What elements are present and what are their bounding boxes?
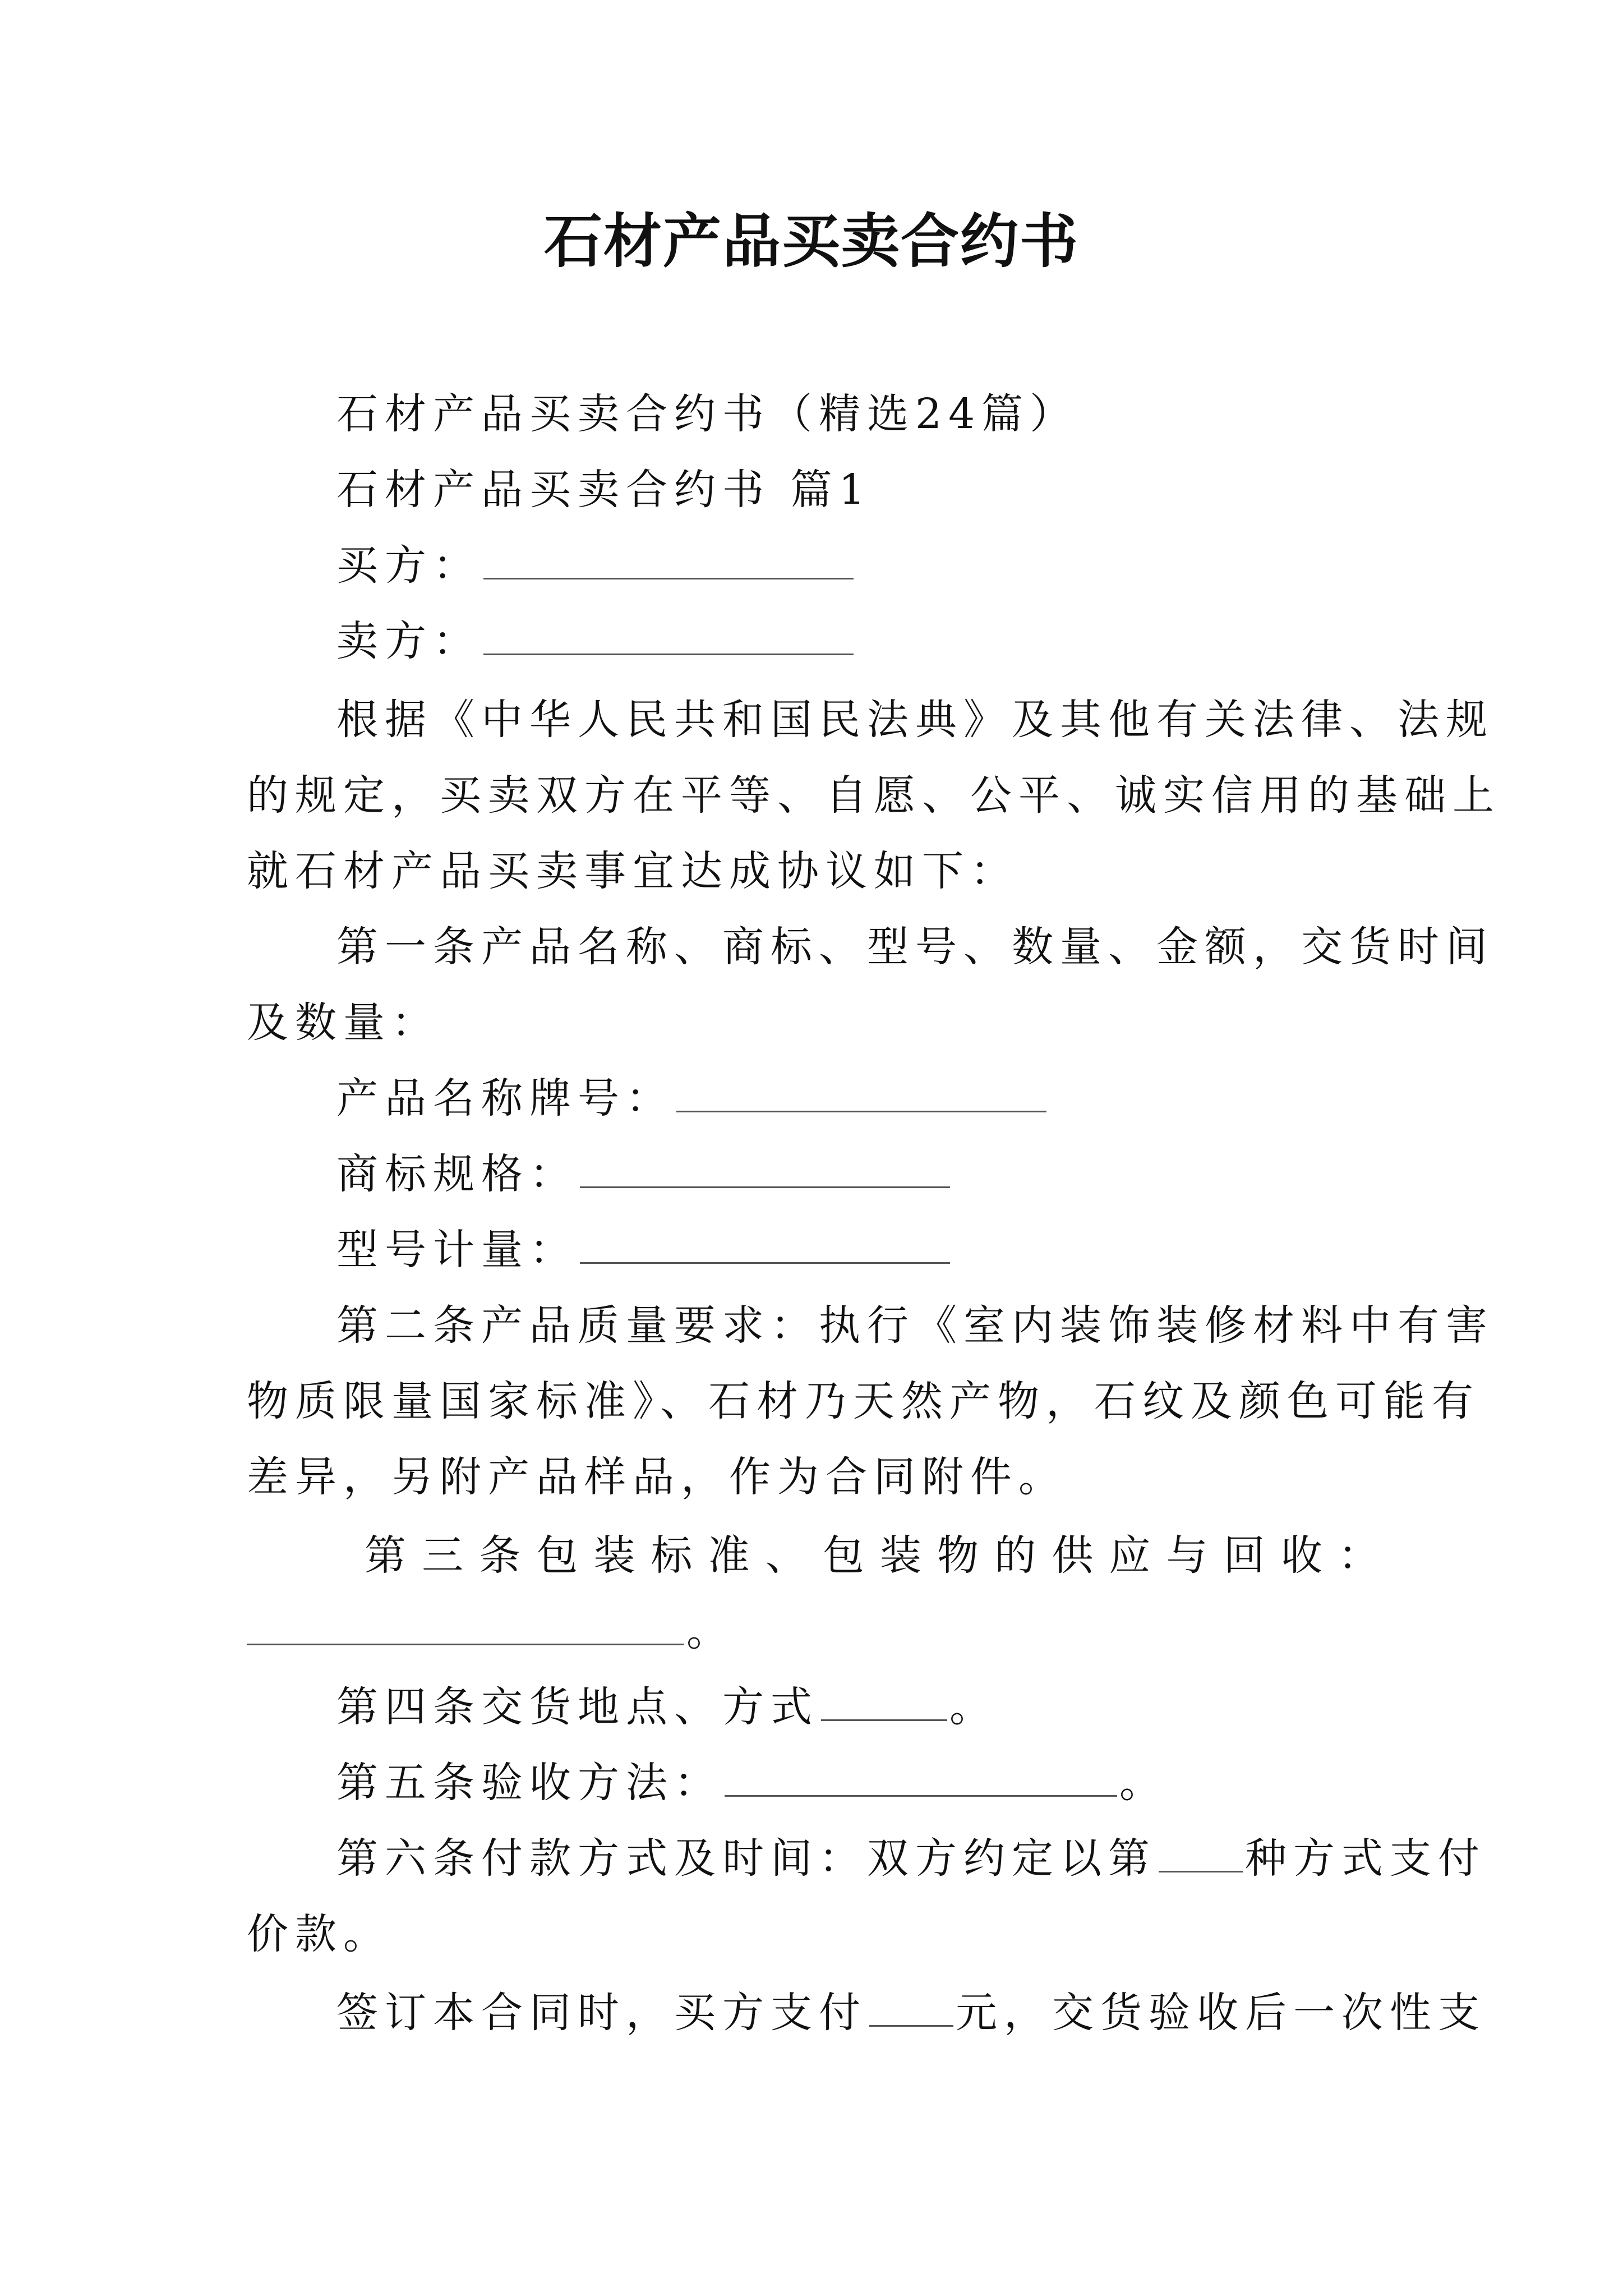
article-6-text-b: 种方式支付	[1245, 1834, 1486, 1883]
product-name-label: 产品名称牌号：	[336, 1074, 674, 1122]
article-6-text-a: 第六条付款方式及时间：双方约定以第	[336, 1834, 1156, 1883]
intro-line-1: 根据《中华人民共和国民法典》及其他有关法律、法规	[336, 696, 1494, 744]
article-3-line-1	[365, 1529, 1380, 1582]
article-3-char: 包	[822, 1531, 864, 1580]
article-3-char: 与	[1166, 1531, 1208, 1580]
buyer-line	[336, 539, 856, 592]
brand-spec-blank	[580, 1147, 950, 1188]
article-3-char: 第	[365, 1531, 406, 1580]
article-2-line-2: 物质限量国家标准》、石材乃天然产物，石纹及颜色可能有	[247, 1377, 1480, 1425]
document-title: 石材产品买卖合约书	[543, 206, 1079, 275]
article-3-char: 回	[1223, 1531, 1265, 1580]
product-name-line	[336, 1071, 1049, 1125]
article-3-char: 装	[879, 1531, 921, 1580]
article-6-line-1	[336, 1832, 1486, 1885]
intro-line-3: 就石材产品买卖事宜达成协议如下：	[247, 847, 1018, 895]
signing-line	[336, 1986, 1486, 2040]
document-subtitle: 石材产品买卖合约书（精选24篇）	[336, 390, 1078, 438]
article-3-char: 包	[536, 1531, 578, 1580]
article-3-char: 三	[422, 1531, 464, 1580]
article-2-line-1: 第二条产品质量要求：执行《室内装饰装修材料中有害	[336, 1301, 1494, 1350]
article-5-blank	[725, 1756, 1117, 1797]
article-4-blank	[821, 1680, 947, 1721]
intro-line-2: 的规定，买卖双方在平等、自愿、公平、诚实信用的基础上	[247, 771, 1501, 820]
model-qty-blank	[580, 1223, 950, 1264]
signing-blank	[869, 1986, 953, 2027]
article-3-char: 收	[1280, 1531, 1322, 1580]
section-heading: 石材产品买卖合约书 篇1	[336, 466, 872, 514]
buyer-label: 买方：	[336, 541, 481, 590]
article-3-char: 供	[1052, 1531, 1094, 1580]
article-3-char: 应	[1109, 1531, 1151, 1580]
article-3-char: 准	[708, 1531, 750, 1580]
article-3-char: 物	[937, 1531, 979, 1580]
article-4-period: 。	[949, 1683, 998, 1731]
article-1-line-2: 及数量：	[247, 999, 440, 1047]
article-4-line	[336, 1680, 998, 1734]
article-5-line	[336, 1756, 1168, 1810]
signing-text-a: 签订本合同时，买方支付	[336, 1989, 867, 2037]
article-5-period: 。	[1119, 1759, 1168, 1807]
article-3-char: 标	[651, 1531, 693, 1580]
article-4-label: 第四条交货地点、方式	[336, 1683, 819, 1731]
model-qty-line	[336, 1223, 952, 1277]
buyer-blank	[483, 539, 854, 579]
product-name-blank	[676, 1071, 1046, 1112]
seller-line	[336, 614, 856, 668]
article-3-period: 。	[686, 1607, 735, 1655]
model-qty-label: 型号计量：	[336, 1226, 578, 1274]
article-2-line-3: 差异，另附产品样品，作为合同附件。	[247, 1453, 1067, 1501]
article-3-char: ：	[1338, 1531, 1380, 1580]
article-3-blank	[247, 1604, 684, 1645]
brand-spec-label: 商标规格：	[336, 1150, 578, 1198]
article-3-char: 装	[593, 1531, 635, 1580]
brand-spec-line	[336, 1147, 952, 1201]
article-5-label: 第五条验收方法：	[336, 1759, 722, 1807]
article-6-line-2: 价款。	[247, 1910, 391, 1958]
article-1-line-1: 第一条产品名称、商标、型号、数量、金额，交货时间	[336, 923, 1494, 971]
article-3-char: 、	[765, 1531, 807, 1580]
article-3-char: 的	[994, 1531, 1036, 1580]
seller-label: 卖方：	[336, 617, 481, 665]
signing-text-b: 元，交货验收后一次性支	[956, 1989, 1486, 2037]
article-3-char: 条	[479, 1531, 521, 1580]
article-3-line-2	[247, 1604, 735, 1658]
article-6-blank	[1159, 1832, 1243, 1872]
seller-blank	[483, 614, 854, 655]
